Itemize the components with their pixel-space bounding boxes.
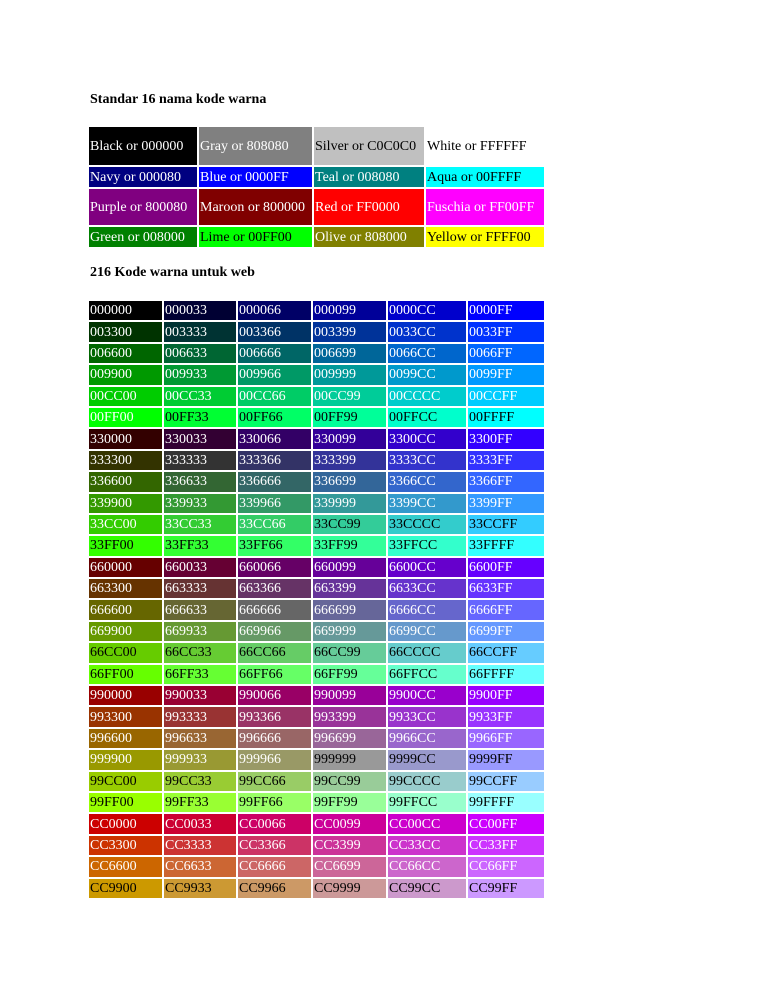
web-color-cell: 333366 [237, 450, 312, 471]
web-color-cell: CC6600 [89, 856, 163, 877]
web-color-row [89, 813, 545, 834]
web-color-row [89, 514, 545, 535]
web-color-cell: 339999 [312, 493, 387, 514]
web-color-row [89, 856, 545, 877]
web-color-cell: CC3333 [163, 835, 237, 856]
web-color-cell: 6666FF [467, 599, 545, 620]
web-color-cell: 99CCCC [387, 771, 467, 792]
web-color-cell: 99CC66 [237, 771, 312, 792]
web-color-cell: CC0066 [237, 813, 312, 834]
web-color-cell: 33CCCC [387, 514, 467, 535]
web-color-cell: CC0099 [312, 813, 387, 834]
web-color-cell: 009966 [237, 364, 312, 385]
web-color-cell: 33FF66 [237, 535, 312, 556]
web-color-cell: 00CC33 [163, 386, 237, 407]
web-color-cell: 336600 [89, 471, 163, 492]
web-color-cell: 336699 [312, 471, 387, 492]
web-color-cell: 990066 [237, 685, 312, 706]
web-color-cell: 33CCFF [467, 514, 545, 535]
standard-color-cell: Aqua or 00FFFF [425, 166, 545, 188]
standard-color-cell: Teal or 008080 [313, 166, 425, 188]
web-color-cell: 33CC66 [237, 514, 312, 535]
web-color-cell: 9999FF [467, 749, 545, 770]
web-color-cell: 99FF66 [237, 792, 312, 813]
web-color-cell: 9966CC [387, 728, 467, 749]
standard-color-cell: Navy or 000080 [89, 166, 198, 188]
web-color-cell: 3300CC [387, 428, 467, 449]
web-color-cell: CC99FF [467, 878, 545, 899]
standard-color-cell: Red or FF0000 [313, 188, 425, 226]
web-color-cell: 663366 [237, 578, 312, 599]
web-color-cell: 000066 [237, 301, 312, 321]
web-color-cell: 9900FF [467, 685, 545, 706]
web-color-cell: 99FF33 [163, 792, 237, 813]
web-color-cell: 6633FF [467, 578, 545, 599]
web-color-cell: 993399 [312, 706, 387, 727]
web-color-row [89, 664, 545, 685]
web-color-cell: 993333 [163, 706, 237, 727]
heading-standard-colors: Standar 16 nama kode warna [90, 92, 267, 107]
web-color-cell: 33CC33 [163, 514, 237, 535]
web-color-cell: 336633 [163, 471, 237, 492]
web-color-cell: 33FF00 [89, 535, 163, 556]
web-color-cell: 990000 [89, 685, 163, 706]
web-color-row [89, 621, 545, 642]
web-color-cell: 00FF99 [312, 407, 387, 428]
web-color-cell: 66FFFF [467, 664, 545, 685]
web-color-cell: 6600CC [387, 557, 467, 578]
web-color-cell: 6699FF [467, 621, 545, 642]
web-color-cell: 330099 [312, 428, 387, 449]
web-color-cell: 00FFCC [387, 407, 467, 428]
web-color-cell: CC6633 [163, 856, 237, 877]
web-color-cell: CC99CC [387, 878, 467, 899]
web-color-cell: 00CC66 [237, 386, 312, 407]
web-color-cell: 99CC33 [163, 771, 237, 792]
standard-color-row [89, 127, 545, 166]
web-color-cell: 993300 [89, 706, 163, 727]
web-color-cell: CC3300 [89, 835, 163, 856]
web-color-cell: CC3366 [237, 835, 312, 856]
web-color-row [89, 407, 545, 428]
web-color-row [89, 792, 545, 813]
web-color-cell: 99CCFF [467, 771, 545, 792]
web-color-row [89, 642, 545, 663]
web-color-cell: 660066 [237, 557, 312, 578]
web-color-cell: 339933 [163, 493, 237, 514]
web-color-cell: 99CC00 [89, 771, 163, 792]
web-color-cell: 660099 [312, 557, 387, 578]
standard-color-cell: Blue or 0000FF [198, 166, 313, 188]
web-color-cell: CC9933 [163, 878, 237, 899]
standard-color-cell: Black or 000000 [89, 127, 198, 166]
web-color-row [89, 386, 545, 407]
web-color-cell: 66FF00 [89, 664, 163, 685]
web-color-cell: 330000 [89, 428, 163, 449]
web-color-cell: 66FFCC [387, 664, 467, 685]
web-color-cell: 006633 [163, 343, 237, 364]
web-color-cell: 33FF99 [312, 535, 387, 556]
web-color-cell: 66CCCC [387, 642, 467, 663]
web-color-cell: 66CCFF [467, 642, 545, 663]
web-color-cell: 990099 [312, 685, 387, 706]
web-color-cell: 3300FF [467, 428, 545, 449]
web-color-cell: 339966 [237, 493, 312, 514]
web-color-cell: 009999 [312, 364, 387, 385]
web-color-row [89, 878, 545, 899]
web-color-row [89, 471, 545, 492]
web-color-cell: 99CC99 [312, 771, 387, 792]
web-color-cell: 333333 [163, 450, 237, 471]
web-color-cell: 666633 [163, 599, 237, 620]
web-color-cell: CC00CC [387, 813, 467, 834]
web-color-cell: 663399 [312, 578, 387, 599]
web-color-cell: 000000 [89, 301, 163, 321]
web-color-row [89, 771, 545, 792]
web-color-cell: 9933CC [387, 706, 467, 727]
web-color-cell: 3399FF [467, 493, 545, 514]
web-color-cell: 669900 [89, 621, 163, 642]
web-color-cell: 66CC66 [237, 642, 312, 663]
web-color-cell: CC66FF [467, 856, 545, 877]
standard-color-cell: White or FFFFFF [425, 127, 545, 166]
standard-color-cell: Lime or 00FF00 [198, 226, 313, 248]
web-color-cell: 3366FF [467, 471, 545, 492]
web-color-cell: 99FFCC [387, 792, 467, 813]
web-color-cell: 996600 [89, 728, 163, 749]
web-color-cell: 00FF66 [237, 407, 312, 428]
web-color-cell: 660033 [163, 557, 237, 578]
web-color-cell: 33CC99 [312, 514, 387, 535]
web-color-cell: 996666 [237, 728, 312, 749]
web-color-cell: 9933FF [467, 706, 545, 727]
standard-color-cell: Green or 008000 [89, 226, 198, 248]
web-color-cell: 330033 [163, 428, 237, 449]
standard-color-row [89, 188, 545, 226]
web-color-cell: CC66CC [387, 856, 467, 877]
web-color-cell: 00CC00 [89, 386, 163, 407]
standard-color-row [89, 166, 545, 188]
heading-web-colors: 216 Kode warna untuk web [90, 265, 255, 280]
web-color-cell: CC9966 [237, 878, 312, 899]
web-color-cell: 666666 [237, 599, 312, 620]
web-color-cell: 00FF33 [163, 407, 237, 428]
web-color-cell: 999966 [237, 749, 312, 770]
web-color-cell: 003366 [237, 321, 312, 342]
web-color-cell: 3333CC [387, 450, 467, 471]
web-color-cell: 66FF66 [237, 664, 312, 685]
web-color-cell: 009933 [163, 364, 237, 385]
web-color-cell: 99FFFF [467, 792, 545, 813]
web-color-cell: 6666CC [387, 599, 467, 620]
web-color-cell: 990033 [163, 685, 237, 706]
standard-color-cell: Olive or 808000 [313, 226, 425, 248]
web-color-cell: 993366 [237, 706, 312, 727]
web-color-cell: 003300 [89, 321, 163, 342]
web-color-cell: 996633 [163, 728, 237, 749]
standard-color-cell: Purple or 800080 [89, 188, 198, 226]
web-color-cell: 336666 [237, 471, 312, 492]
web-color-cell: 333399 [312, 450, 387, 471]
standard-color-cell: Maroon or 800000 [198, 188, 313, 226]
web-color-cell: 0066CC [387, 343, 467, 364]
web-color-row [89, 706, 545, 727]
web-color-cell: 000099 [312, 301, 387, 321]
web-color-cell: CC0000 [89, 813, 163, 834]
web-color-cell: 0033FF [467, 321, 545, 342]
web-color-cell: 666600 [89, 599, 163, 620]
web-color-row [89, 578, 545, 599]
web-color-cell: 999999 [312, 749, 387, 770]
web-color-cell: 33CC00 [89, 514, 163, 535]
standard-color-row [89, 226, 545, 248]
web-color-cell: 3333FF [467, 450, 545, 471]
web-color-cell: 6699CC [387, 621, 467, 642]
web-color-cell: 006699 [312, 343, 387, 364]
web-color-cell: 666699 [312, 599, 387, 620]
web-color-row [89, 749, 545, 770]
web-color-cell: 00CC99 [312, 386, 387, 407]
web-color-row [89, 428, 545, 449]
web-color-row [89, 301, 545, 321]
web-color-cell: CC00FF [467, 813, 545, 834]
web-color-cell: 339900 [89, 493, 163, 514]
standard-color-table [89, 127, 546, 249]
web-color-cell: 66FF33 [163, 664, 237, 685]
web-color-cell: 669933 [163, 621, 237, 642]
web-color-cell: 999933 [163, 749, 237, 770]
standard-color-cell: Gray or 808080 [198, 127, 313, 166]
web-color-cell: 6600FF [467, 557, 545, 578]
web-color-cell: 0066FF [467, 343, 545, 364]
web-color-cell: 0099FF [467, 364, 545, 385]
web-color-cell: 3366CC [387, 471, 467, 492]
web-color-cell: CC6699 [312, 856, 387, 877]
web-color-cell: 0000CC [387, 301, 467, 321]
web-color-row [89, 728, 545, 749]
web-color-cell: 663333 [163, 578, 237, 599]
web-color-row [89, 599, 545, 620]
web-color-cell: 0000FF [467, 301, 545, 321]
web-color-cell: 33FF33 [163, 535, 237, 556]
web-color-row [89, 321, 545, 342]
standard-color-cell: Silver or C0C0C0 [313, 127, 425, 166]
web-color-cell: 00FFFF [467, 407, 545, 428]
web-color-cell: 669999 [312, 621, 387, 642]
web-color-cell: 9999CC [387, 749, 467, 770]
web-color-cell: CC3399 [312, 835, 387, 856]
web-color-row [89, 450, 545, 471]
web-color-table [89, 301, 546, 900]
web-color-cell: CC6666 [237, 856, 312, 877]
web-color-cell: 33FFCC [387, 535, 467, 556]
web-color-cell: 009900 [89, 364, 163, 385]
web-color-cell: 66CC33 [163, 642, 237, 663]
web-color-cell: CC0033 [163, 813, 237, 834]
web-color-cell: CC33CC [387, 835, 467, 856]
web-color-cell: 006600 [89, 343, 163, 364]
web-color-cell: 669966 [237, 621, 312, 642]
web-color-cell: 003333 [163, 321, 237, 342]
web-color-cell: 003399 [312, 321, 387, 342]
web-color-cell: 33FFFF [467, 535, 545, 556]
web-color-cell: 66CC00 [89, 642, 163, 663]
web-color-cell: 006666 [237, 343, 312, 364]
web-color-cell: 9900CC [387, 685, 467, 706]
web-color-cell: 0033CC [387, 321, 467, 342]
web-color-cell: 330066 [237, 428, 312, 449]
web-color-row [89, 343, 545, 364]
web-color-cell: CC33FF [467, 835, 545, 856]
web-color-cell: 996699 [312, 728, 387, 749]
web-color-cell: 333300 [89, 450, 163, 471]
web-color-row [89, 557, 545, 578]
web-color-cell: CC9900 [89, 878, 163, 899]
web-color-cell: 99FF99 [312, 792, 387, 813]
web-color-cell: 3399CC [387, 493, 467, 514]
web-color-cell: 6633CC [387, 578, 467, 599]
web-color-cell: 9966FF [467, 728, 545, 749]
web-color-row [89, 535, 545, 556]
web-color-row [89, 685, 545, 706]
web-color-cell: 66FF99 [312, 664, 387, 685]
web-color-cell: 00FF00 [89, 407, 163, 428]
web-color-cell: 660000 [89, 557, 163, 578]
web-color-cell: 000033 [163, 301, 237, 321]
standard-color-cell: Yellow or FFFF00 [425, 226, 545, 248]
web-color-cell: 00CCFF [467, 386, 545, 407]
web-color-row [89, 364, 545, 385]
web-color-row [89, 493, 545, 514]
web-color-row [89, 835, 545, 856]
web-color-cell: 999900 [89, 749, 163, 770]
web-color-cell: 00CCCC [387, 386, 467, 407]
web-color-cell: 0099CC [387, 364, 467, 385]
web-color-cell: 663300 [89, 578, 163, 599]
standard-color-cell: Fuschia or FF00FF [425, 188, 545, 226]
web-color-cell: CC9999 [312, 878, 387, 899]
web-color-cell: 66CC99 [312, 642, 387, 663]
web-color-cell: 99FF00 [89, 792, 163, 813]
